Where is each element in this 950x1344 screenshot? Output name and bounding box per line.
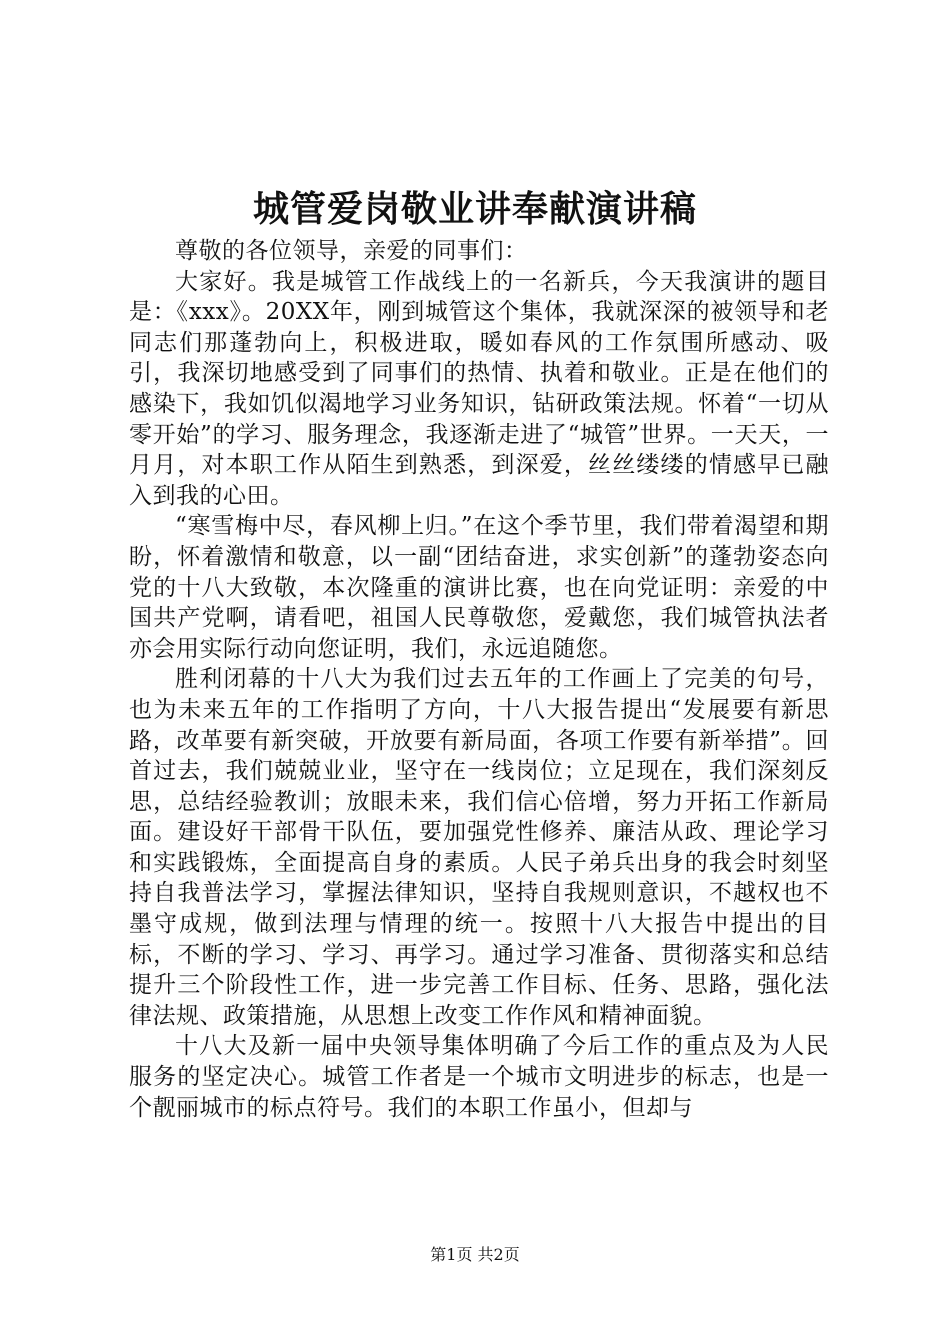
paragraph: 胜利闭幕的十八大为我们过去五年的工作画上了完美的句号，也为未来五年的工作指明了方向，十八大报告提出“发展要有新思路，改革要有新突破，开放要有新局面，各项工作要有新举措”。回首过去，我们兢兢业业，坚守在一线岗位；立足现在，我们深刻反思，总结经验教训；放眼未来，我们信心倍增，努力开拓工作新局面。建设好干部骨干队伍，要加强党性修养、廉洁从政、理论学习和实践锻炼，全面提高自身的素质。人民子弟兵出身的我会时刻坚持自我普法学习，掌握法律知识，坚持自我规则意识，不越权也不墨守成规，做到法理与情理的统一。按照十八大报告中提出的目标，不断的学习、学习、再学习。通过学习准备、贯彻落实和总结提升三个阶段性工作，进一步完善工作目标、任务、思路，强化法律法规、政策措施，从思想上改变工作作风和精神面貌。 [129, 666, 829, 1029]
paragraph: 大家好。我是城管工作战线上的一名新兵，今天我演讲的题目是：《xxx》。20XX年，刚到城管这个集体，我就深深的被领导和老同志们那蓬勃向上，积极进取，暖如春风的工作氛围所感动、吸引，我深切地感受到了同事们的热情、执着和敬业。正是在他们的感染下，我如饥似渴地学习业务知识，钻研政策法规。怀着“一切从零开始”的学习、服务理念，我逐渐走进了“城管”世界。一天天，一月月，对本职工作从陌生到熟悉，到深爱，丝丝缕缕的情感早已融入到我的心田。 [129, 268, 829, 509]
paragraph: “寒雪梅中尽，春风柳上归。”在这个季节里，我们带着渴望和期盼，怀着激情和敬意，以一副“团结奋进，求实创新”的蓬勃姿态向党的十八大致敬，本次隆重的演讲比赛，也在向党证明：亲爱的中国共产党啊，请看吧，祖国人民尊敬您，爱戴您，我们城管执法者亦会用实际行动向您证明，我们，永远追随您。 [129, 513, 829, 662]
paragraph: 十八大及新一届中央领导集体明确了今后工作的重点及为人民服务的坚定决心。城管工作者是一个城市文明进步的标志，也是一个靓丽城市的标点符号。我们的本职工作虽小，但却与 [129, 1033, 829, 1121]
document-body [129, 236, 829, 1123]
paragraph-salutation: 尊敬的各位领导，亲爱的同事们： [175, 238, 528, 264]
document-title: 城管爱岗敬业讲奉献演讲稿 [252, 188, 697, 230]
page-number-footer: 第1页 共2页 [430, 1245, 520, 1264]
